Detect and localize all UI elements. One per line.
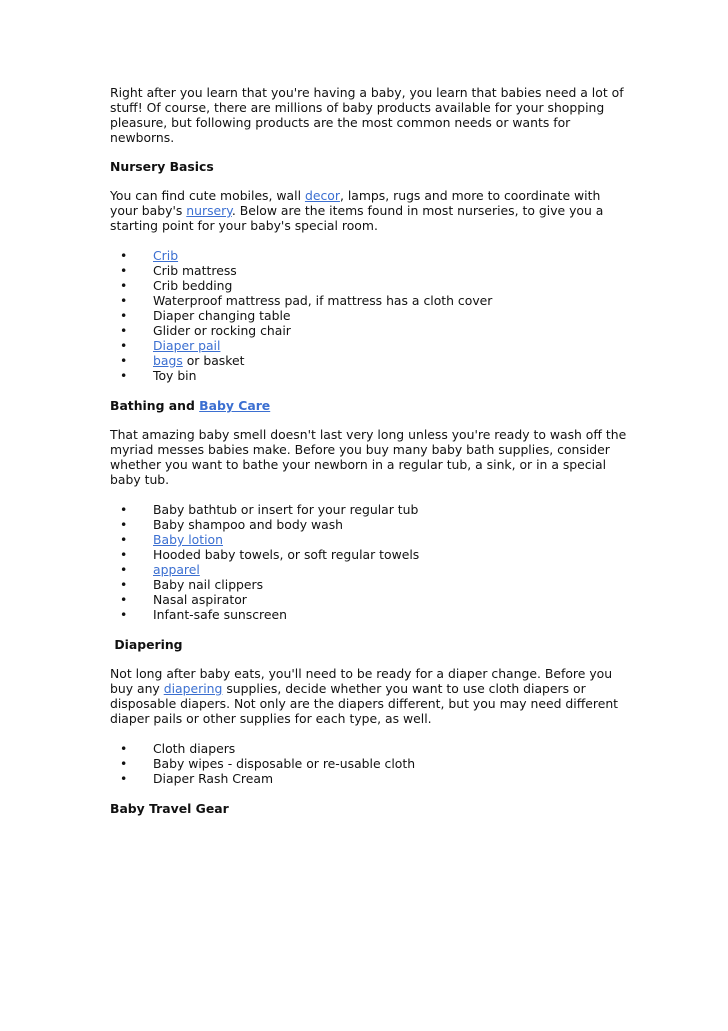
bullet-icon: •: [120, 248, 128, 263]
list-item-link[interactable]: Baby lotion: [153, 532, 223, 547]
list-item-link[interactable]: bags: [153, 353, 183, 368]
diapering-desc-text-1: Not long after baby eats, you'll need to be ready for a diaper change. Before you buy any: [110, 666, 613, 696]
bathing-list: [110, 502, 630, 622]
diapering-description: [110, 666, 630, 726]
list-item: [110, 547, 630, 562]
bathing-description: That amazing baby smell doesn't last very long unless you're ready to wash off the myriad messes babies make. Before you buy many baby bath supplies, consider whether you want to bathe your newborn in a regular tub, a sink, or in a special baby tub.: [110, 427, 627, 487]
bullet-icon: •: [120, 293, 128, 308]
nursery-heading: Nursery Basics: [110, 159, 214, 174]
list-item-text: Crib bedding: [153, 278, 233, 293]
list-item-text: Cloth diapers: [153, 741, 236, 756]
diapering-list: [110, 741, 630, 786]
bullet-icon: •: [120, 368, 128, 383]
list-item-text: Nasal aspirator: [153, 592, 247, 607]
decor-link[interactable]: decor: [304, 188, 340, 203]
list-item-text: Diaper changing table: [153, 308, 291, 323]
list-item-text: Baby wipes - disposable or re-usable cloth: [153, 756, 416, 771]
list-item: [110, 577, 630, 592]
nursery-desc-text-3: . Below are the items found in most nurseries, to give you a starting point for your baby's special room.: [110, 203, 604, 233]
intro-paragraph: Right after you learn that you're having a baby, you learn that babies need a lot of stuff! Of course, there are millions of baby products available for your shopping pleasure, but following products are the most common needs or wants for newborns.: [110, 85, 624, 145]
bullet-icon: •: [120, 278, 128, 293]
bullet-icon: •: [120, 532, 128, 547]
nursery-description: [110, 188, 630, 233]
list-item-text: Hooded baby towels, or soft regular towels: [153, 547, 420, 562]
list-item: [110, 263, 630, 278]
list-item-text: Diaper Rash Cream: [153, 771, 274, 786]
list-item-text: Crib mattress: [153, 263, 237, 278]
list-item: [110, 592, 630, 607]
bullet-icon: •: [120, 756, 128, 771]
bathing-heading: [110, 398, 630, 413]
bullet-icon: •: [120, 338, 128, 353]
list-item-link[interactable]: Crib: [153, 248, 179, 263]
list-item: [110, 338, 630, 353]
list-item: [110, 278, 630, 293]
list-item-link[interactable]: apparel: [153, 562, 200, 577]
list-item-text: Baby shampoo and body wash: [153, 517, 344, 532]
nursery-link[interactable]: nursery: [186, 203, 232, 218]
bullet-icon: •: [120, 771, 128, 786]
list-item-text: Infant-safe sunscreen: [153, 607, 287, 622]
list-item: [110, 562, 630, 577]
list-item: [110, 353, 630, 368]
bathing-heading-text: Bathing and: [110, 398, 200, 413]
list-item: [110, 771, 630, 786]
nursery-list: [110, 248, 630, 383]
list-item: [110, 756, 630, 771]
travel-heading: Baby Travel Gear: [110, 801, 229, 816]
list-item-text: Baby nail clippers: [153, 577, 264, 592]
list-item-text: or basket: [182, 353, 245, 368]
diapering-heading: Diapering: [110, 637, 183, 652]
list-item: [110, 368, 630, 383]
bullet-icon: •: [120, 502, 128, 517]
bullet-icon: •: [120, 741, 128, 756]
bullet-icon: •: [120, 592, 128, 607]
list-item: [110, 607, 630, 622]
list-item-text: Toy bin: [153, 368, 197, 383]
baby-care-link[interactable]: Baby Care: [199, 398, 271, 413]
list-item-link[interactable]: Diaper pail: [153, 338, 221, 353]
diapering-desc-text-2: supplies, decide whether you want to use cloth diapers or disposable diapers. Not only are the diapers different, but you may need different diaper pails or other supplies for each type, as well.: [110, 681, 619, 726]
diapering-link[interactable]: diapering: [163, 681, 223, 696]
document-page: [110, 85, 630, 830]
bullet-icon: •: [120, 353, 128, 368]
list-item: [110, 532, 630, 547]
list-item: [110, 248, 630, 263]
bullet-icon: •: [120, 263, 128, 278]
list-item: [110, 323, 630, 338]
bullet-icon: •: [120, 308, 128, 323]
list-item: [110, 741, 630, 756]
bullet-icon: •: [120, 577, 128, 592]
bullet-icon: •: [120, 607, 128, 622]
nursery-desc-text-2: , lamps, rugs and more to coordinate with your baby's: [110, 188, 601, 218]
list-item-text: Baby bathtub or insert for your regular tub: [153, 502, 419, 517]
bullet-icon: •: [120, 562, 128, 577]
list-item: [110, 502, 630, 517]
list-item: [110, 308, 630, 323]
nursery-desc-text-1: You can find cute mobiles, wall: [110, 188, 305, 203]
list-item: [110, 293, 630, 308]
list-item: [110, 517, 630, 532]
list-item-text: Glider or rocking chair: [153, 323, 291, 338]
list-item-text: Waterproof mattress pad, if mattress has a cloth cover: [153, 293, 493, 308]
bullet-icon: •: [120, 517, 128, 532]
bullet-icon: •: [120, 323, 128, 338]
bullet-icon: •: [120, 547, 128, 562]
